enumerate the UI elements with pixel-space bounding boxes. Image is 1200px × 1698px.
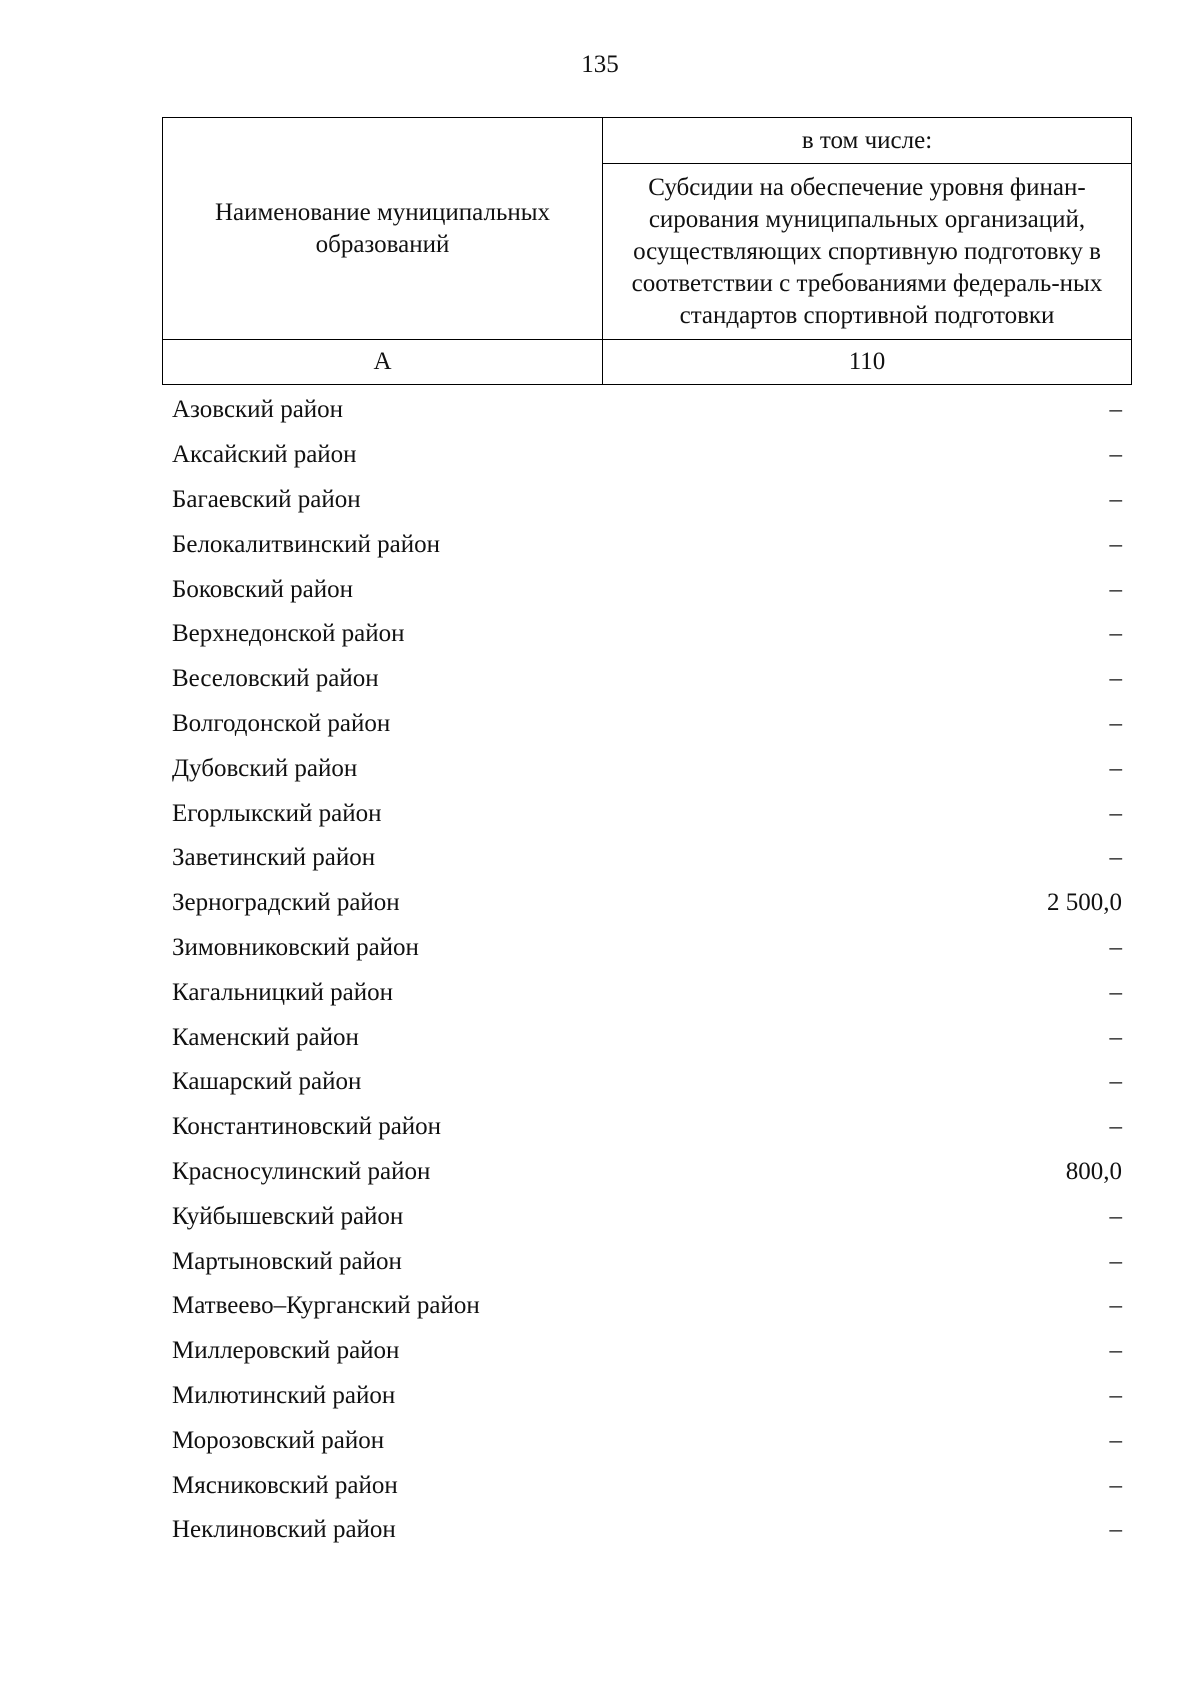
subsidy-value: – xyxy=(1109,1426,1122,1454)
subsidy-value: – xyxy=(1109,1247,1122,1275)
municipality-name: Миллеровский район xyxy=(172,1337,400,1365)
subsidy-value: – xyxy=(1109,485,1122,513)
subsidy-value: – xyxy=(1109,1381,1122,1409)
table-row xyxy=(172,1329,1122,1374)
name-column-header: Наименование муниципальных образований xyxy=(163,118,603,340)
subsidy-value: 800,0 xyxy=(1065,1157,1122,1185)
subsidy-value: – xyxy=(1109,1068,1122,1096)
municipality-name: Аксайский район xyxy=(172,441,357,469)
municipality-name: Милютинский район xyxy=(172,1381,396,1409)
subsidy-value: 2 500,0 xyxy=(1047,889,1122,917)
table-row xyxy=(172,1284,1122,1329)
table-row xyxy=(172,1194,1122,1239)
subsidy-value: – xyxy=(1109,799,1122,827)
table-row xyxy=(172,1015,1122,1060)
group-header: в том числе: xyxy=(603,118,1132,164)
subsidy-value: – xyxy=(1109,1202,1122,1230)
table-row xyxy=(172,926,1122,971)
municipality-name: Дубовский район xyxy=(172,754,358,782)
table-row xyxy=(172,1150,1122,1195)
table-header xyxy=(162,117,1132,385)
table-row xyxy=(172,433,1122,478)
municipality-name: Егорлыкский район xyxy=(172,799,382,827)
municipality-name: Зерноградский район xyxy=(172,889,400,917)
municipality-name: Боковский район xyxy=(172,575,353,603)
table-row xyxy=(172,1463,1122,1508)
municipality-name: Морозовский район xyxy=(172,1426,385,1454)
subsidy-value: – xyxy=(1109,1471,1122,1499)
municipality-name: Мартыновский район xyxy=(172,1247,402,1275)
municipality-name: Матвеево–Курганский район xyxy=(172,1292,480,1320)
table-row xyxy=(172,1239,1122,1284)
subsidy-value: – xyxy=(1109,665,1122,693)
municipality-name: Верхнедонской район xyxy=(172,620,405,648)
subsidy-value: – xyxy=(1109,530,1122,558)
subsidy-value: – xyxy=(1109,754,1122,782)
municipality-name: Белокалитвинский район xyxy=(172,530,440,558)
subsidy-value: – xyxy=(1109,620,1122,648)
subsidy-value: – xyxy=(1109,1023,1122,1051)
municipality-name: Волгодонской район xyxy=(172,709,391,737)
municipality-name: Константиновский район xyxy=(172,1113,442,1141)
subsidy-value: – xyxy=(1109,441,1122,469)
subsidy-value: – xyxy=(1109,709,1122,737)
table-row xyxy=(172,567,1122,612)
subsidy-value: – xyxy=(1109,1113,1122,1141)
subsidy-value: – xyxy=(1109,978,1122,1006)
municipality-name: Неклиновский район xyxy=(172,1516,396,1544)
subsidy-value: – xyxy=(1109,1516,1122,1544)
page-number: 135 xyxy=(581,51,619,78)
municipality-name: Мясниковский район xyxy=(172,1471,398,1499)
table-row xyxy=(172,612,1122,657)
table-row xyxy=(172,522,1122,567)
table-row xyxy=(172,1508,1122,1553)
table-row xyxy=(172,881,1122,926)
municipality-name: Куйбышевский район xyxy=(172,1202,404,1230)
municipality-name: Кашарский район xyxy=(172,1068,362,1096)
municipality-name: Зимовниковский район xyxy=(172,933,419,961)
subsidy-value: – xyxy=(1109,396,1122,424)
municipality-name: Кагальницкий район xyxy=(172,978,394,1006)
table-row xyxy=(172,1374,1122,1419)
column-index-110: 110 xyxy=(603,340,1132,385)
table-row xyxy=(172,657,1122,702)
municipality-name: Заветинский район xyxy=(172,844,376,872)
column-index-a: А xyxy=(163,340,603,385)
municipality-name: Каменский район xyxy=(172,1023,359,1051)
table-row xyxy=(172,388,1122,433)
table-row xyxy=(172,836,1122,881)
subsidy-column-header: Субсидии на обеспечение уровня финан-сирования муниципальных организаций, осуществляющих спортивную подготовку в соответствии с требованиями федераль-ных стандартов спортивной подготовки xyxy=(603,164,1132,340)
table-row xyxy=(172,1418,1122,1463)
subsidy-value: – xyxy=(1109,1337,1122,1365)
table-row xyxy=(172,746,1122,791)
municipality-name: Красносулинский район xyxy=(172,1157,431,1185)
municipality-name: Веселовский район xyxy=(172,665,379,693)
table-row xyxy=(172,970,1122,1015)
table-row xyxy=(172,1105,1122,1150)
subsidy-value: – xyxy=(1109,933,1122,961)
municipality-name: Багаевский район xyxy=(172,485,361,513)
table-row xyxy=(172,1060,1122,1105)
subsidy-value: – xyxy=(1109,575,1122,603)
subsidy-value: – xyxy=(1109,844,1122,872)
municipality-name: Азовский район xyxy=(172,396,344,424)
subsidy-value: – xyxy=(1109,1292,1122,1320)
table-row xyxy=(172,478,1122,523)
table-body xyxy=(172,388,1122,1553)
table-row xyxy=(172,791,1122,836)
table-row xyxy=(172,702,1122,747)
